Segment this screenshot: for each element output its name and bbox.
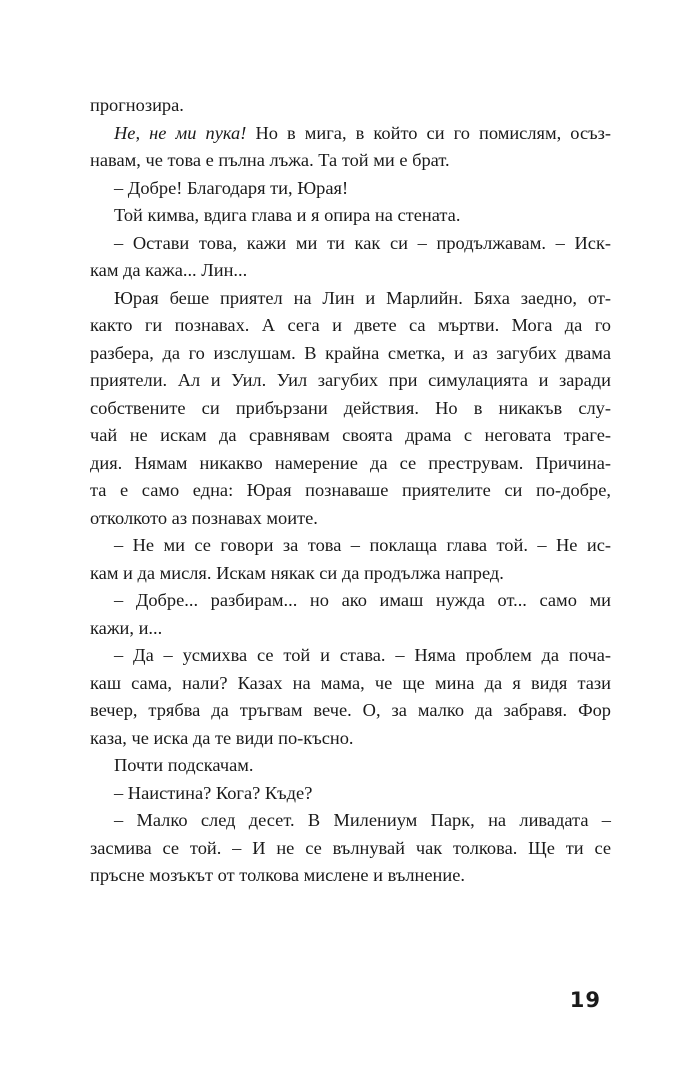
text-line: [90, 422, 611, 450]
text-line: [90, 230, 611, 258]
line-text: както ги познавах. А сега и двете са мъртви. Мога да го: [90, 315, 611, 335]
line-text: Почти подскачам.: [114, 755, 254, 775]
text-line: [90, 835, 611, 863]
line-text: – Не ми се говори за това – поклаща глава той. – Не ис-: [114, 535, 611, 555]
text-line: [90, 202, 611, 230]
line-text: навам, че това е пълна лъжа. Та той ми е брат.: [90, 150, 450, 170]
text-line: [90, 560, 611, 588]
line-text: Той кимва, вдига глава и я опира на стената.: [114, 205, 461, 225]
text-line: [90, 92, 611, 120]
line-text: Юрая беше приятел на Лин и Марлийн. Бяха заедно, от-: [114, 287, 611, 308]
line-text: вечер, трябва да тръгвам вече. О, за малко да забравя. Фор: [90, 700, 611, 720]
page-number: 19: [569, 988, 601, 1012]
text-line: [90, 862, 611, 890]
line-text: кам и да мисля. Искам някак си да продължа напред.: [90, 562, 504, 583]
line-text: – Малко след десет. В Милениум Парк, на ливадата –: [114, 810, 611, 830]
line-text: прогнозира.: [90, 95, 184, 115]
text-line: [90, 175, 611, 203]
body-text: [90, 92, 611, 890]
text-line: [90, 505, 611, 533]
line-text: – Добре! Благодаря ти, Юрая!: [114, 177, 349, 198]
text-line: [90, 752, 611, 780]
text-line: [90, 147, 611, 175]
text-line: [90, 312, 611, 340]
line-text: – Добре... разбирам... но ако имаш нужда от... само ми: [114, 590, 611, 610]
line-text: каш сама, нали? Казах на мама, че ще мина да я видя тази: [90, 672, 611, 693]
line-text: приятели. Ал и Уил. Уил загубих при симулацията и заради: [90, 370, 611, 390]
line-text: кам да кажа... Лин...: [90, 260, 248, 280]
line-text: собствените си прибързани действия. Но в никакъв слу-: [90, 397, 611, 418]
text-line: [90, 340, 611, 368]
text-line: [90, 367, 611, 395]
line-text: Но в мига, в който си го помислям, осъз-: [246, 122, 612, 143]
text-line: [90, 450, 611, 478]
line-text: – Наистина? Кога? Къде?: [114, 782, 313, 803]
text-line: [90, 642, 611, 670]
line-text: чай не искам да сравнявам своята драма с неговата траге-: [90, 425, 611, 445]
line-text: пръсне мозъкът от толкова мислене и вълнение.: [90, 865, 465, 885]
line-text: отколкото аз познавах моите.: [90, 507, 318, 528]
line-text: разбера, да го изслушам. В крайна сметка, и аз загубих двама: [90, 342, 611, 363]
text-line: [90, 120, 611, 148]
text-line: [90, 395, 611, 423]
line-text: каза, че иска да те види по-късно.: [90, 727, 354, 748]
line-text: дия. Нямам никакво намерение да се преструвам. Причина-: [90, 452, 611, 473]
italic-phrase: Не, не ми пука!: [114, 122, 247, 143]
text-line: [90, 670, 611, 698]
text-line: [90, 532, 611, 560]
text-line: [90, 615, 611, 643]
text-line: [90, 807, 611, 835]
text-line: [90, 285, 611, 313]
text-line: [90, 477, 611, 505]
text-line: [90, 697, 611, 725]
text-line: [90, 587, 611, 615]
text-line: [90, 780, 611, 808]
line-text: – Да – усмихва се той и става. – Няма проблем да поча-: [114, 645, 611, 665]
line-text: та е само една: Юрая познаваше приятелите си по-добре,: [90, 480, 611, 500]
text-line: [90, 725, 611, 753]
line-text: – Остави това, кажи ми ти как си – продължавам. – Иск-: [114, 232, 611, 253]
text-line: [90, 257, 611, 285]
line-text: засмива се той. – И не се вълнувай чак толкова. Ще ти се: [90, 837, 611, 858]
line-text: кажи, и...: [90, 617, 163, 638]
